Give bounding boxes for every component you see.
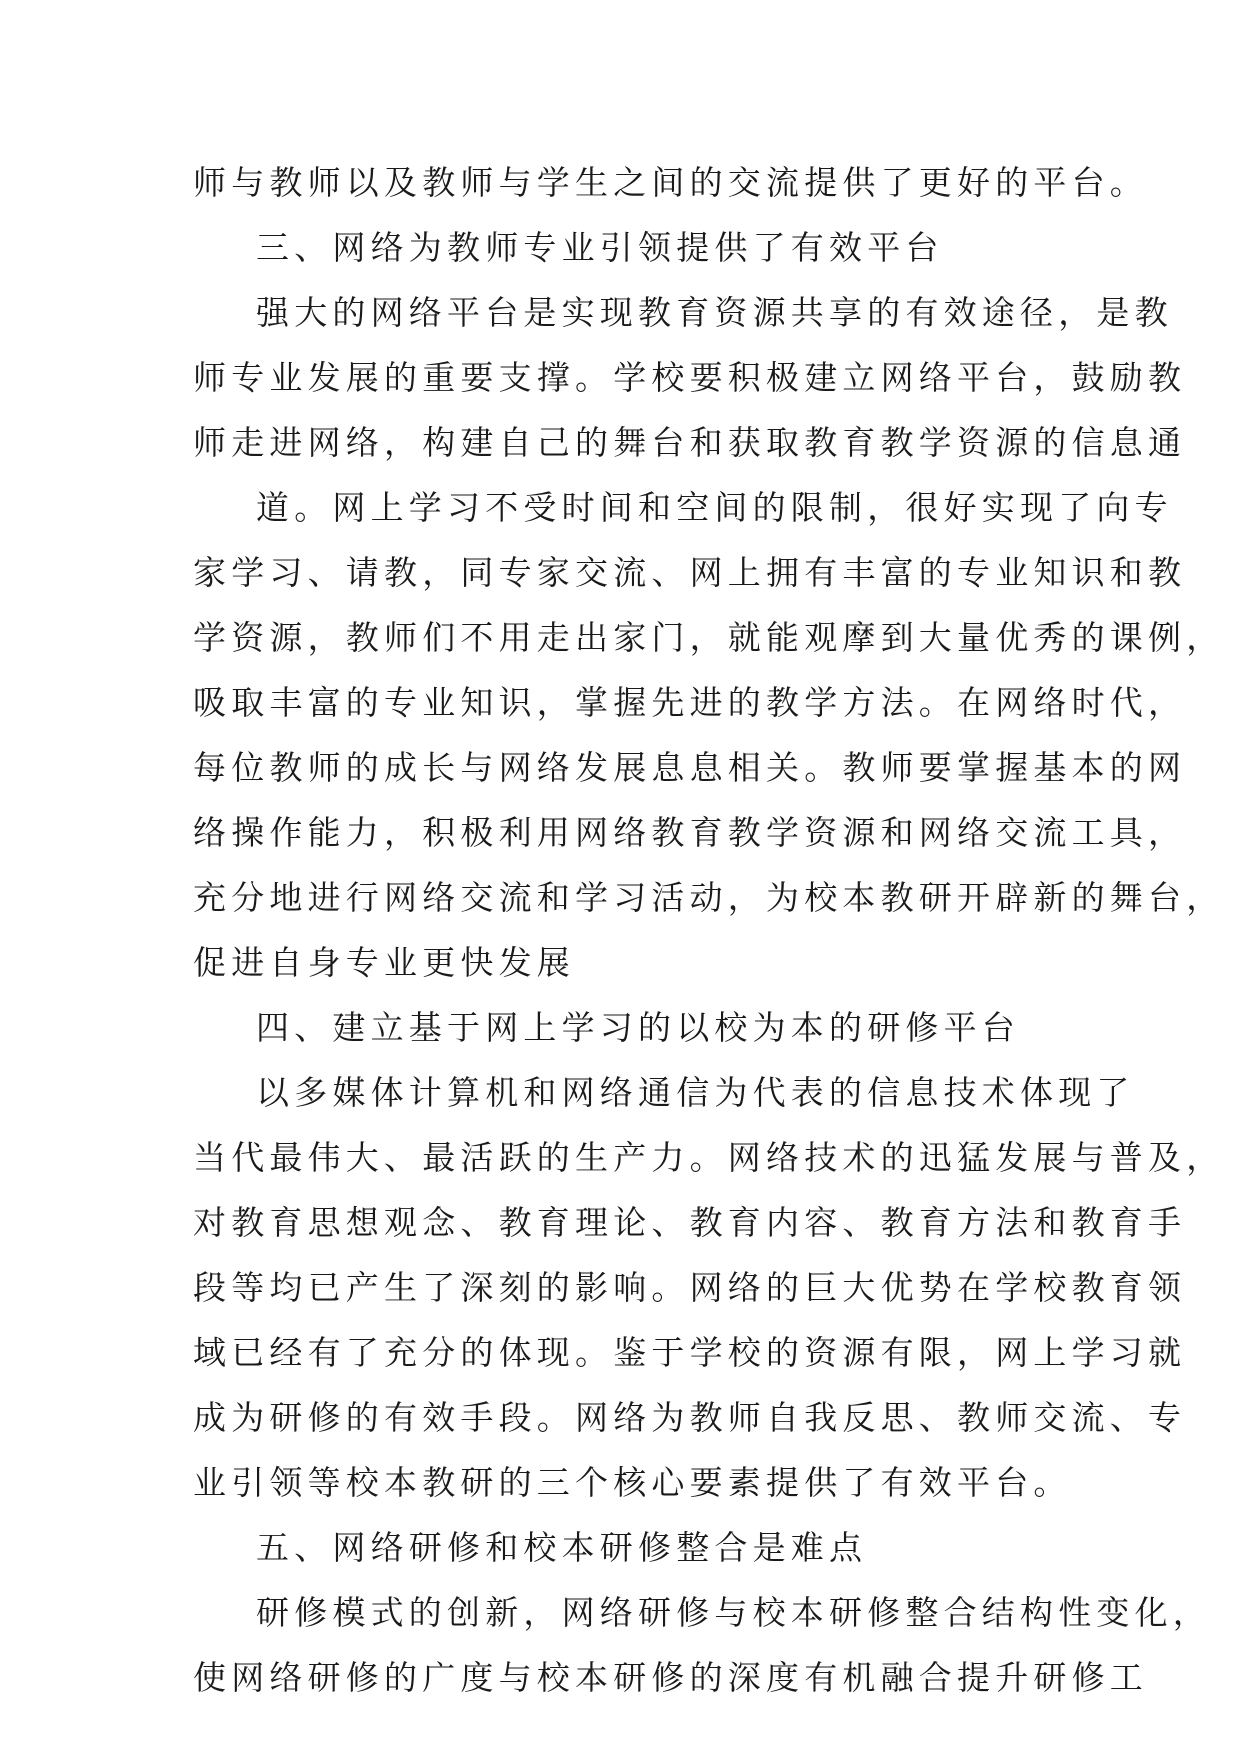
section-heading: 三、网络为教师专业引领提供了有效平台	[256, 228, 944, 267]
text-line: 业引领等校本教研的三个核心要素提供了有效平台。	[193, 1463, 1072, 1502]
text-line: 每位教师的成长与网络发展息息相关。教师要掌握基本的网	[193, 748, 1187, 787]
text-line: 使网络研修的广度与校本研修的深度有机融合提升研修工	[193, 1658, 1148, 1697]
section-heading: 五、网络研修和校本研修整合是难点	[256, 1528, 868, 1567]
text-line: 吸取丰富的专业知识，掌握先进的教学方法。在网络时代，	[193, 683, 1187, 722]
text-line: 充分地进行网络交流和学习活动，为校本教研开辟新的舞台，	[193, 878, 1225, 917]
text-line: 成为研修的有效手段。网络为教师自我反思、教师交流、专	[193, 1398, 1187, 1437]
text-line: 道。网上学习不受时间和空间的限制，很好实现了向专	[256, 488, 1173, 527]
section-heading: 四、建立基于网上学习的以校为本的研修平台	[256, 1008, 1020, 1047]
text-line: 师与教师以及教师与学生之间的交流提供了更好的平台。	[193, 163, 1148, 202]
text-line: 强大的网络平台是实现教育资源共享的有效途径，是教	[256, 293, 1173, 332]
text-line: 家学习、请教，同专家交流、网上拥有丰富的专业知识和教	[193, 553, 1187, 592]
text-line: 以多媒体计算机和网络通信为代表的信息技术体现了	[256, 1073, 1135, 1112]
text-line: 当代最伟大、最活跃的生产力。网络技术的迅猛发展与普及，	[193, 1138, 1225, 1177]
text-line: 促进自身专业更快发展	[193, 943, 575, 982]
text-line: 研修模式的创新，网络研修与校本研修整合结构性变化，	[256, 1593, 1211, 1632]
text-line: 师专业发展的重要支撑。学校要积极建立网络平台，鼓励教	[193, 358, 1187, 397]
text-line: 段等均已产生了深刻的影响。网络的巨大优势在学校教育领	[193, 1268, 1187, 1307]
text-line: 对教育思想观念、教育理论、教育内容、教育方法和教育手	[193, 1203, 1187, 1242]
text-line: 域已经有了充分的体现。鉴于学校的资源有限，网上学习就	[193, 1333, 1187, 1372]
text-line: 学资源，教师们不用走出家门，就能观摩到大量优秀的课例，	[193, 618, 1225, 657]
text-line: 师走进网络，构建自己的舞台和获取教育教学资源的信息通	[193, 423, 1187, 462]
text-line: 络操作能力，积极利用网络教育教学资源和网络交流工具，	[193, 813, 1187, 852]
